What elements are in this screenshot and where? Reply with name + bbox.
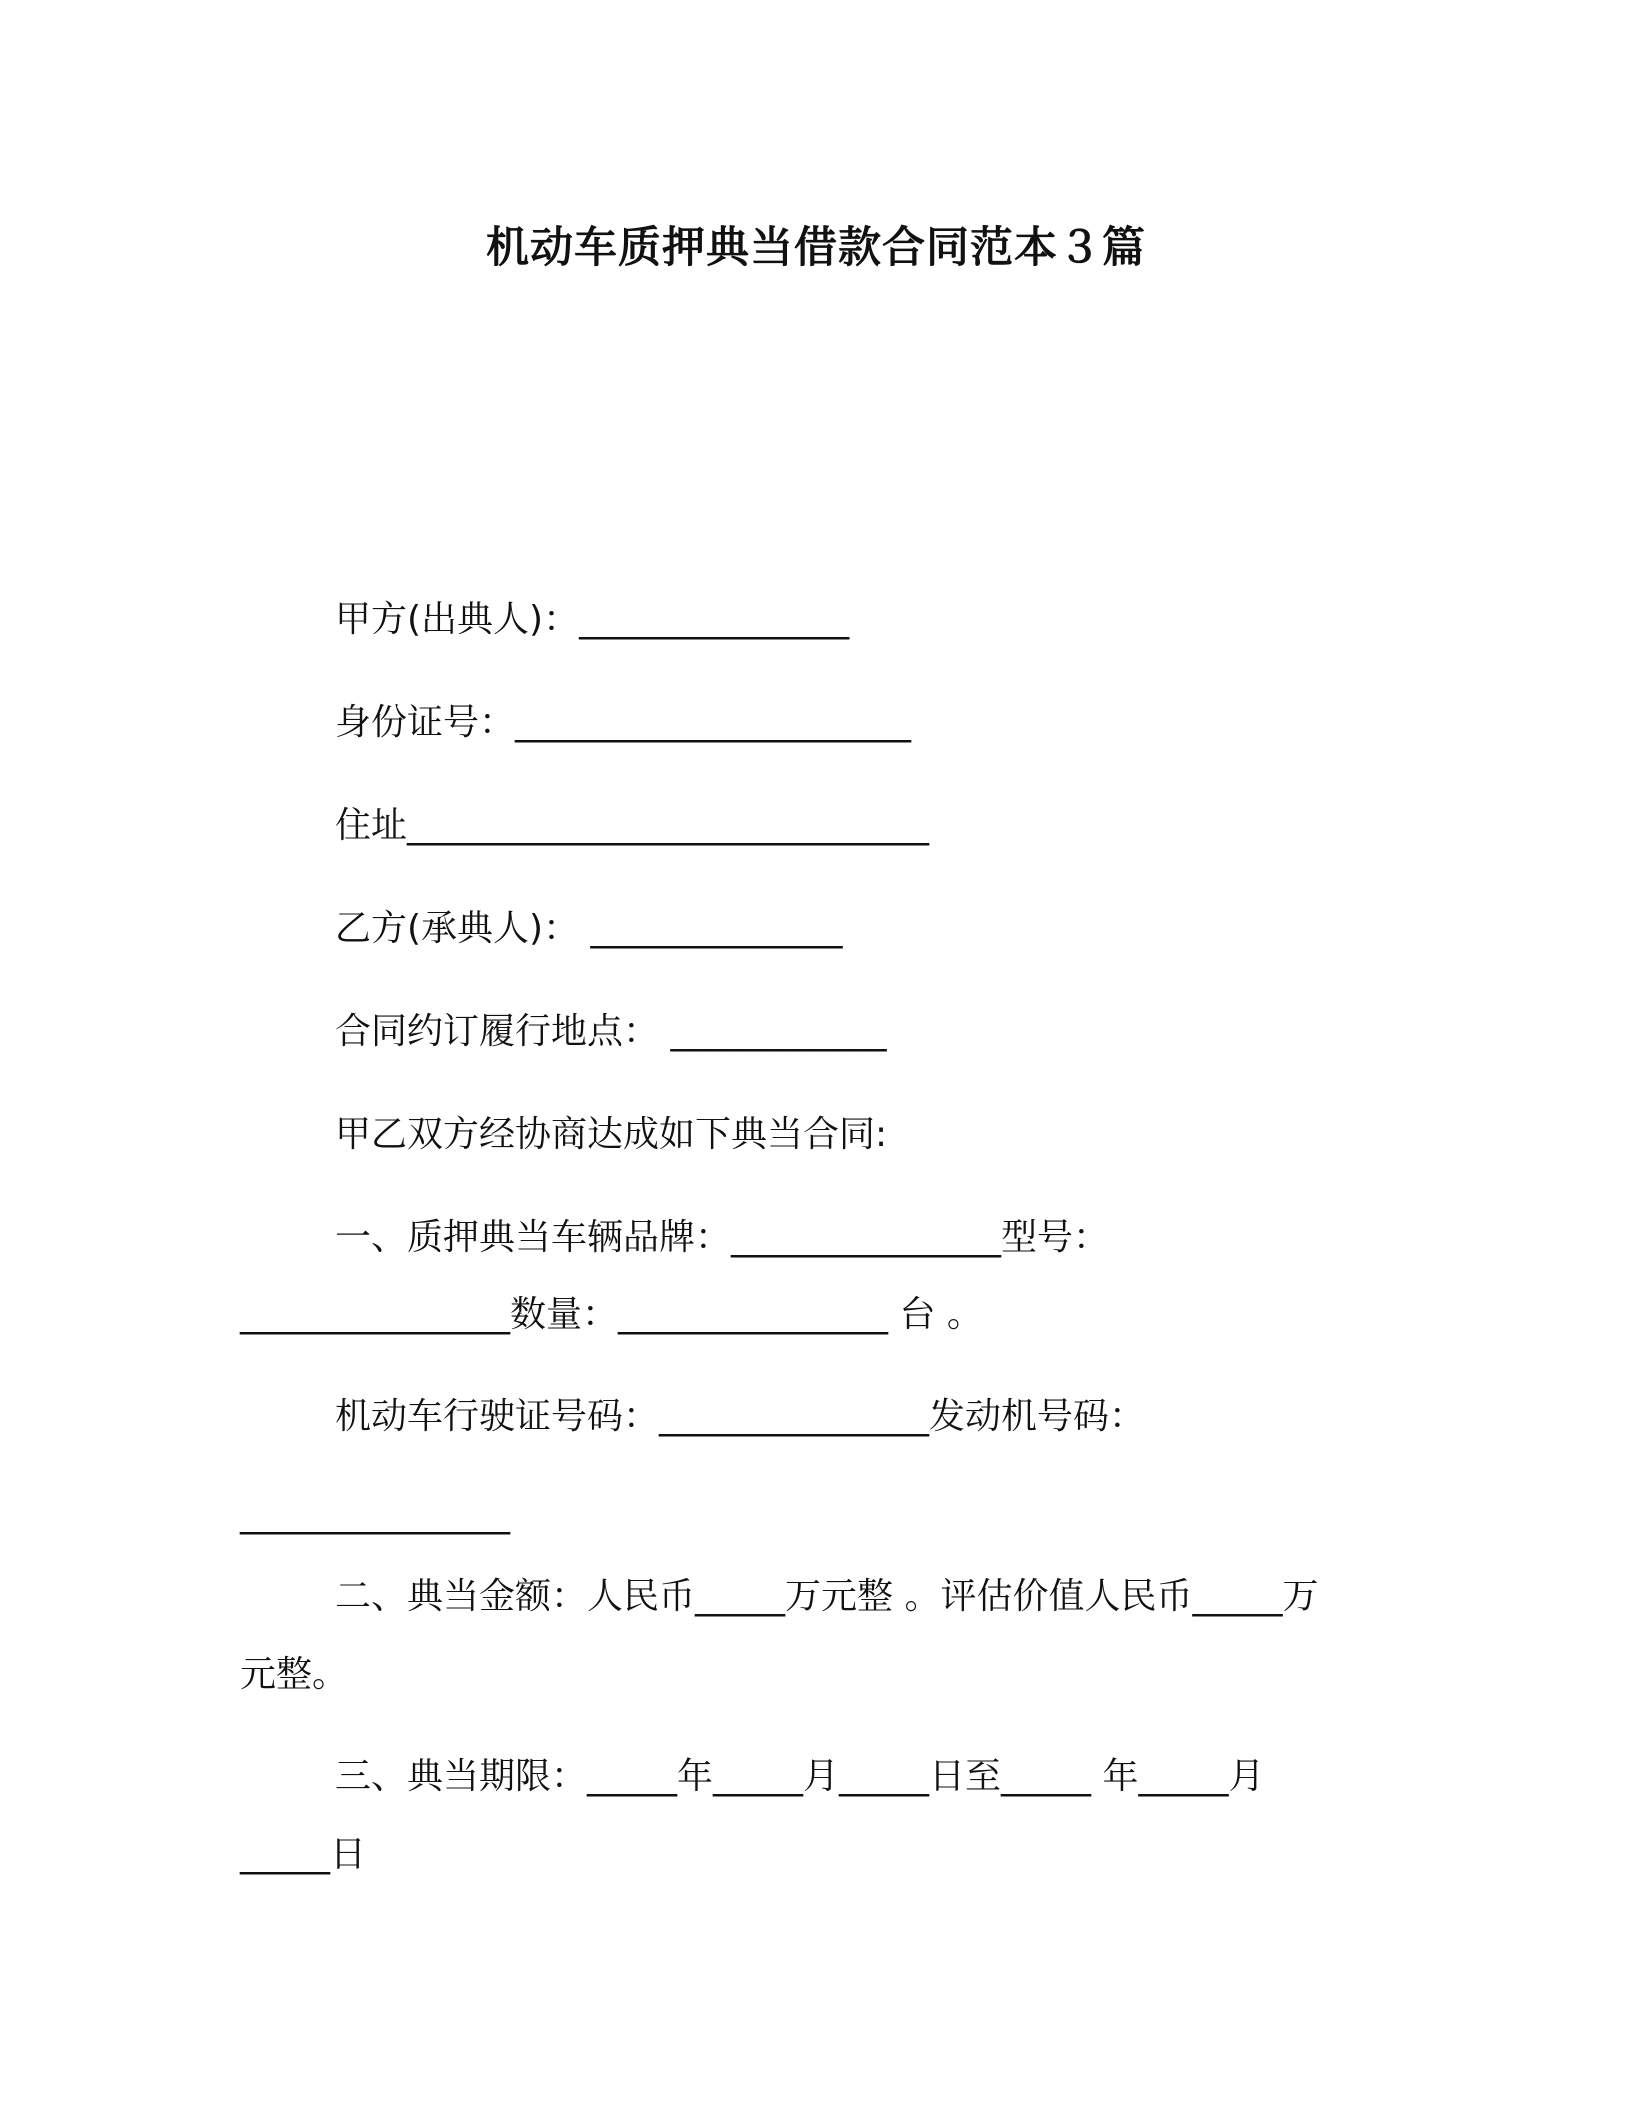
- agreement-intro-line: 甲乙双方经协商达成如下典当合同:: [335, 1114, 888, 1155]
- performance-place-line: 合同约订履行地点： ____________: [335, 1011, 887, 1052]
- license-engine-line: 机动车行驶证号码：_______________发动机号码：: [335, 1396, 1146, 1437]
- document-title: 机动车质押典当借款合同范本３篇: [486, 223, 1146, 273]
- pawnee-line: 乙方(承典人)： ______________: [335, 908, 843, 949]
- clause-1-line-2: _______________数量：_______________ 台 。: [240, 1294, 983, 1335]
- clause-1-line-1: 一、质押典当车辆品牌：_______________型号：: [335, 1217, 1110, 1258]
- clause-3-line-1: 三、典当期限：_____年_____月_____日至_____ 年_____月: [335, 1756, 1265, 1797]
- engine-number-blank: _______________: [240, 1494, 510, 1535]
- pledgor-line: 甲方(出典人)：_______________: [335, 599, 850, 640]
- clause-2-line-1: 二、典当金额：人民币_____万元整 。评估价值人民币_____万: [335, 1576, 1319, 1617]
- clause-3-line-2: _____日: [240, 1834, 367, 1875]
- clause-2-line-2: 元整。: [240, 1654, 349, 1695]
- address-line: 住址_____________________________: [335, 805, 929, 846]
- id-number-line: 身份证号：______________________: [335, 702, 912, 743]
